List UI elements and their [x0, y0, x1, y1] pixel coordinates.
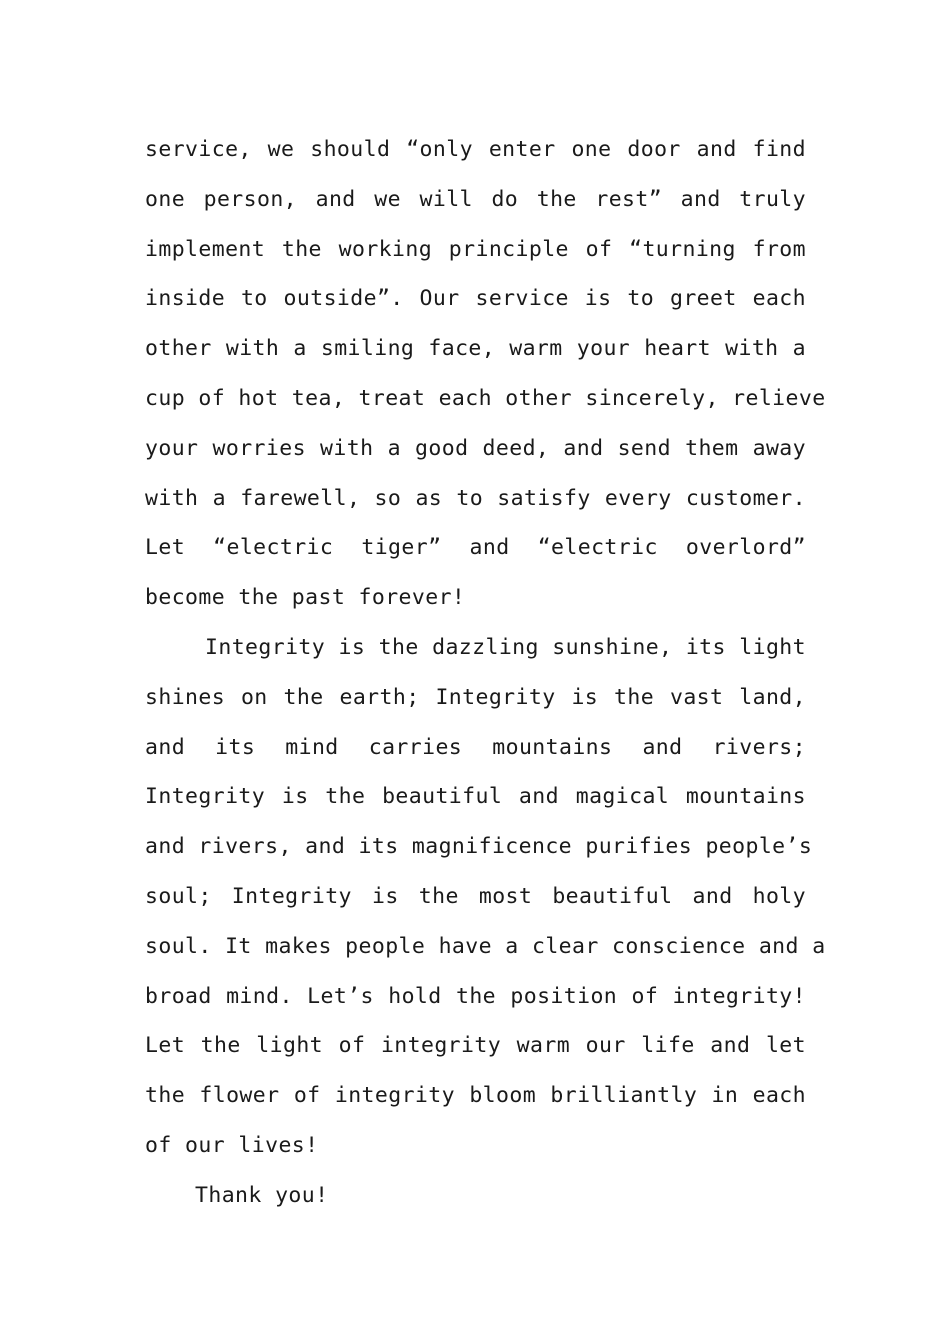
paragraph-service — [145, 125, 826, 623]
text-line: Let the light of integrity warm our life and let — [145, 1033, 806, 1059]
text-line: service, we should “only enter one door and find — [145, 137, 806, 162]
text-line: the flower of integrity bloom brilliantly in each — [145, 1083, 806, 1109]
body-text — [145, 125, 826, 1221]
text-line: implement the working principle of “turning from — [145, 236, 806, 262]
text-line: your worries with a good deed, and send them away — [145, 435, 806, 461]
text-line: become the past forever! — [145, 585, 466, 611]
text-line: and its mind carries mountains and rivers; — [145, 734, 806, 760]
text-line: soul. It makes people have a clear conscience and a — [145, 933, 826, 959]
text-line: and rivers, and its magnificence purifies people’s — [145, 834, 813, 860]
text-line: Integrity is the dazzling sunshine, its light — [205, 634, 806, 660]
text-line: with a farewell, so as to satisfy every customer. — [145, 485, 806, 511]
text-line: cup of hot tea, treat each other sincerely, relieve — [145, 385, 826, 411]
paragraph-integrity — [145, 623, 826, 1171]
text-line: broad mind. Let’s hold the position of integrity! — [145, 983, 806, 1009]
text-line: inside to outside”. Our service is to greet each — [145, 286, 806, 312]
closing-line: Thank you! — [195, 1182, 329, 1208]
text-line: other with a smiling face, warm your heart with a — [145, 336, 806, 362]
text-line: shines on the earth; Integrity is the vast land, — [145, 684, 806, 710]
text-line: Let “electric tiger” and “electric overlord” — [145, 535, 806, 561]
text-line: of our lives! — [145, 1132, 319, 1158]
text-line: Integrity is the beautiful and magical mountains — [145, 784, 806, 810]
text-line: one person, and we will do the rest” and truly — [145, 186, 806, 212]
text-line: soul; Integrity is the most beautiful and holy — [145, 883, 806, 909]
